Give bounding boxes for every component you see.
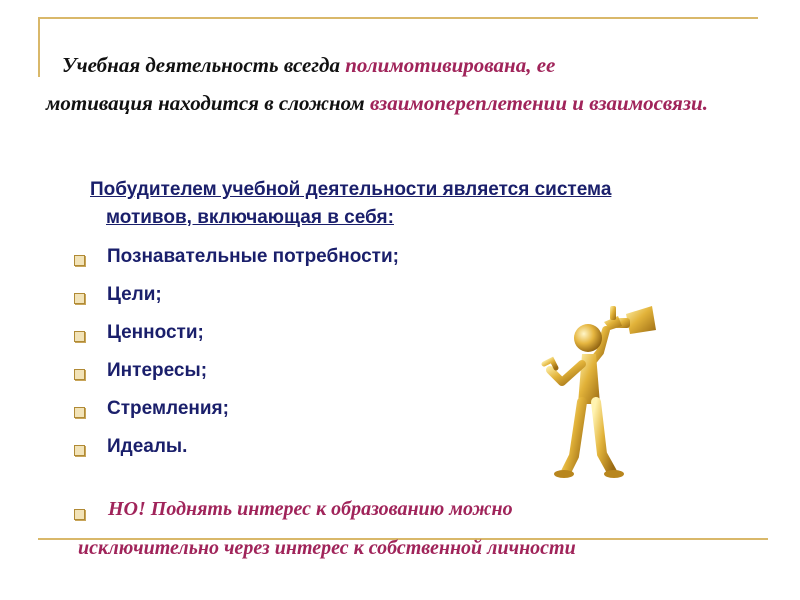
left-decorative-rule [38, 17, 40, 77]
lead-heading [90, 176, 750, 232]
note-line2: исключительно через интерес к собственной личности [78, 537, 576, 559]
list-item-label: Ценности; [107, 322, 204, 343]
intro-highlight1: полимотивирована, ее [345, 53, 556, 77]
square-bullet-icon [74, 255, 85, 266]
list-item-label: Стремления; [107, 398, 229, 419]
list-item-label: Идеалы. [107, 436, 188, 457]
top-decorative-rule [38, 17, 758, 19]
square-bullet-icon [74, 293, 85, 304]
square-bullet-icon [74, 445, 85, 456]
note-line1: НО! Поднять интерес к образованию можно [108, 498, 513, 520]
square-bullet-icon [74, 331, 85, 342]
golden-figure-holding-trophy-icon [530, 286, 670, 486]
intro-highlight2: взаимопереплетении и взаимосвязи. [369, 91, 708, 115]
list-item-label: Интересы; [107, 360, 208, 381]
square-bullet-icon [74, 509, 85, 520]
lead-line1: Побудителем учебной деятельности является система [90, 179, 612, 200]
lead-line2: мотивов, включающая в себя: [106, 207, 394, 228]
list-item-label: Цели; [107, 284, 162, 305]
square-bullet-icon [74, 369, 85, 380]
square-bullet-icon [74, 407, 85, 418]
list-item-label: Познавательные потребности; [107, 246, 399, 267]
intro-part1: Учебная деятельность всегда [62, 53, 346, 77]
intro-part2: мотивация находится в сложном [46, 91, 370, 115]
intro-paragraph [46, 46, 746, 122]
